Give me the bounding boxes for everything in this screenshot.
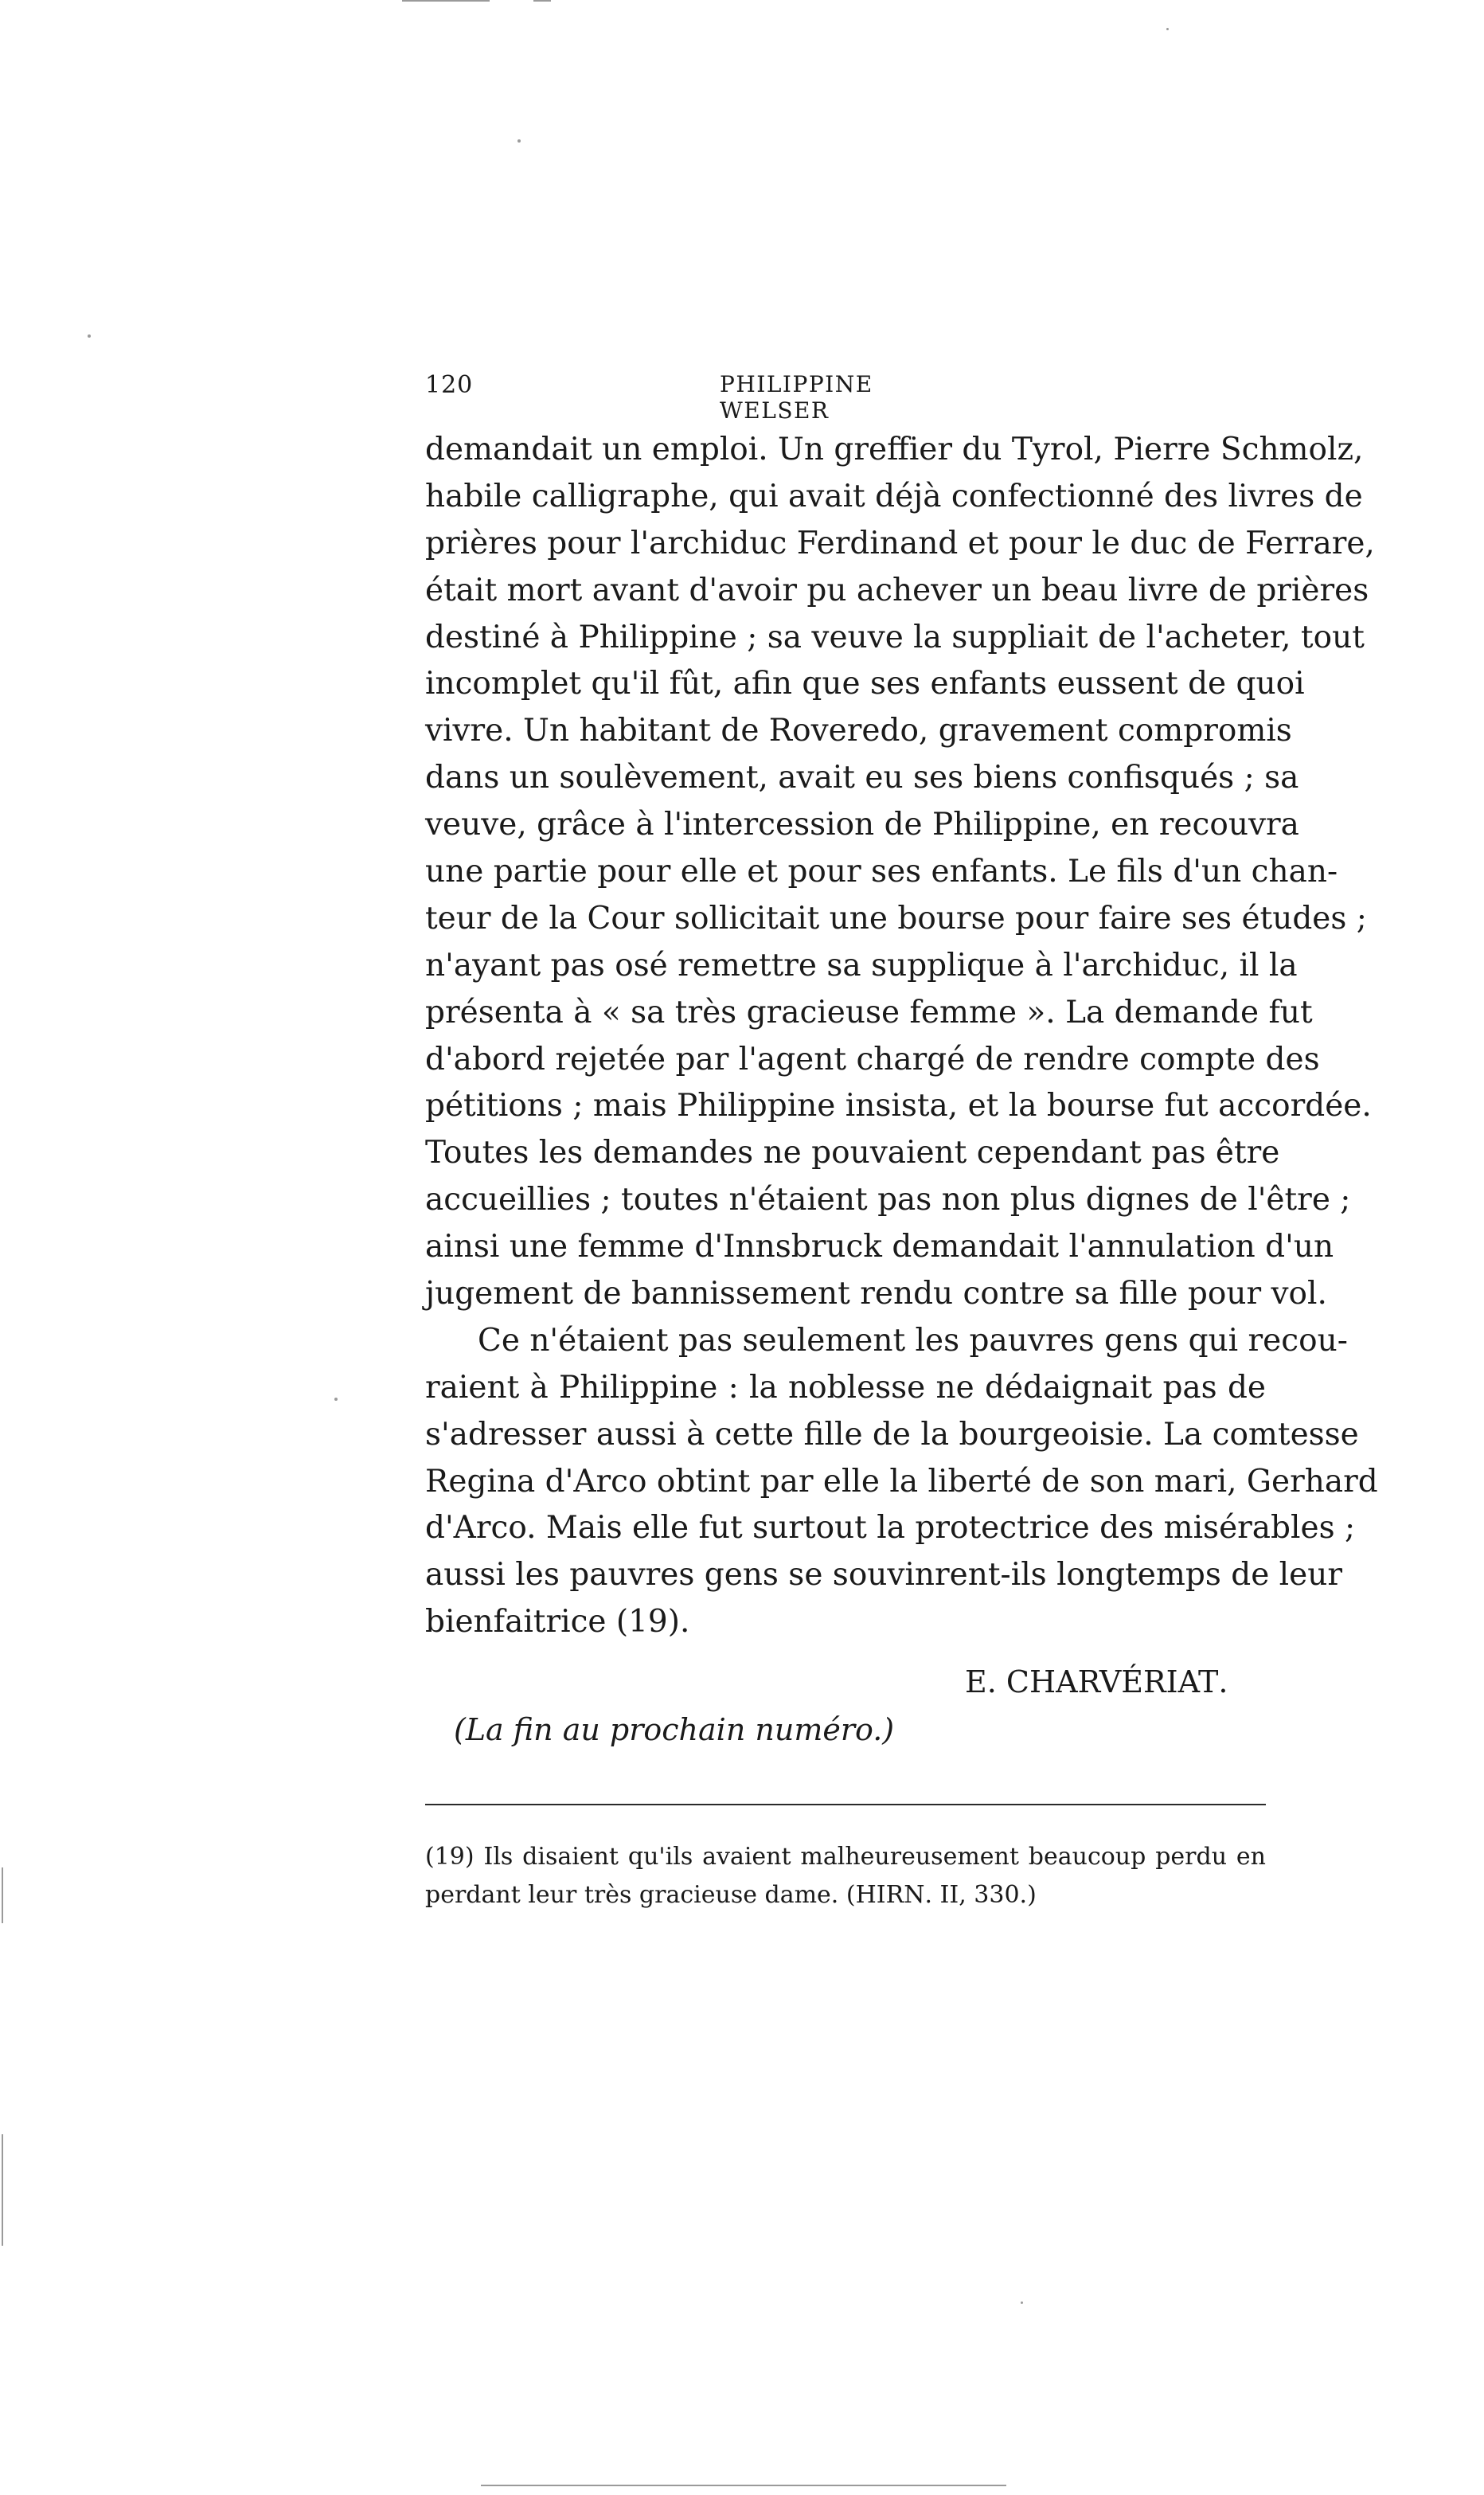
scan-mark <box>402 0 490 2</box>
text-line: teur de la Cour sollicitait une bourse pour faire ses études ; <box>425 900 1367 937</box>
text-line: prières pour l'archiduc Ferdinand et pour le duc de Ferrare, <box>425 525 1375 561</box>
text-line: pétitions ; mais Philippine insista, et la bourse fut accordée. <box>425 1088 1372 1124</box>
signature-surname: HARVÉRIAT <box>1029 1664 1219 1699</box>
text-line: demandait un emploi. Un greffier du Tyrol, Pierre Schmolz, <box>425 432 1364 467</box>
text-line: Toutes les demandes ne pouvaient cependant pas être <box>425 1135 1280 1171</box>
text-line: dans un soulèvement, avait eu ses biens confisqués ; sa <box>425 760 1299 796</box>
scan-mark <box>2 1867 3 1923</box>
text-line: d'abord rejetée par l'agent chargé de rendre compte des <box>425 1041 1320 1077</box>
text-line: présenta à « sa très gracieuse femme ». La demande fut <box>425 994 1313 1030</box>
footnote-line <box>425 1876 1266 1914</box>
text-line: jugement de bannissement rendu contre sa fille pour vol. <box>425 1276 1327 1312</box>
text-line: Regina d'Arco obtint par elle la liberté de son mari, Gerhard <box>425 1463 1378 1500</box>
text-line: accueillies ; toutes n'étaient pas non plus dignes de l'être ; <box>425 1182 1351 1218</box>
text-line: n'ayant pas osé remettre sa supplique à l'archiduc, il la <box>425 947 1298 984</box>
text-line: habile calligraphe, qui avait déjà confectionné des livres de <box>425 478 1363 514</box>
signature-initial: E. C <box>965 1664 1029 1699</box>
scan-speck <box>517 139 521 143</box>
paragraph-start-line: Ce n'étaient pas seulement les pauvres gens qui recou- <box>478 1322 1348 1359</box>
text-line: incomplet qu'il fût, afin que ses enfants eussent de quoi <box>425 666 1305 702</box>
continuation-note: (La fin au prochain numéro.) <box>454 1712 895 1747</box>
text-line: était mort avant d'avoir pu achever un beau livre de prières <box>425 572 1369 608</box>
author-signature <box>965 1664 1228 1699</box>
footnote-citation: . II, 330.) <box>924 1881 1037 1909</box>
scan-speck <box>334 1398 338 1401</box>
scan-mark <box>533 0 551 2</box>
footnote-divider <box>425 1804 1266 1805</box>
text-line: ainsi une femme d'Innsbruck demandait l'annulation d'un <box>425 1229 1334 1265</box>
body-text <box>425 427 1378 1646</box>
running-title: PHILIPPINE WELSER <box>720 371 873 424</box>
text-line: une partie pour elle et pour ses enfants. Le fils d'un chan- <box>425 854 1338 890</box>
text-line: bienfaitrice (19). <box>425 1604 690 1641</box>
footnote-text: perdant leur très gracieuse dame. (H <box>425 1881 877 1909</box>
footnote <box>425 1838 1266 1914</box>
scan-mark <box>481 2485 1006 2486</box>
running-head <box>425 371 974 424</box>
text-line: vivre. Un habitant de Roveredo, gravement compromis <box>425 713 1292 749</box>
text-line: d'Arco. Mais elle fut surtout la protectrice des misérables ; <box>425 1510 1356 1547</box>
text-line: destiné à Philippine ; sa veuve la suppliait de l'acheter, tout <box>425 619 1365 655</box>
signature-period: . <box>1218 1664 1228 1699</box>
scan-speck <box>88 334 91 338</box>
scan-speck <box>1021 2301 1023 2304</box>
page-number: 120 <box>425 371 474 399</box>
text-line: aussi les pauvres gens se souvinrent-ils longtemps de leur <box>425 1557 1342 1594</box>
text-line: s'adresser aussi à cette fille de la bourgeoisie. La comtesse <box>425 1416 1359 1453</box>
text-line: raient à Philippine : la noblesse ne dédaignait pas de <box>425 1369 1266 1406</box>
footnote-abbreviation: IRN <box>876 1881 925 1909</box>
footnote-line: (19) Ils disaient qu'ils avaient malheureusement beaucoup perdu en <box>425 1843 1266 1871</box>
scan-speck <box>1166 28 1169 30</box>
scan-mark <box>2 2134 3 2246</box>
text-line: veuve, grâce à l'intercession de Philippine, en recouvra <box>425 807 1299 843</box>
